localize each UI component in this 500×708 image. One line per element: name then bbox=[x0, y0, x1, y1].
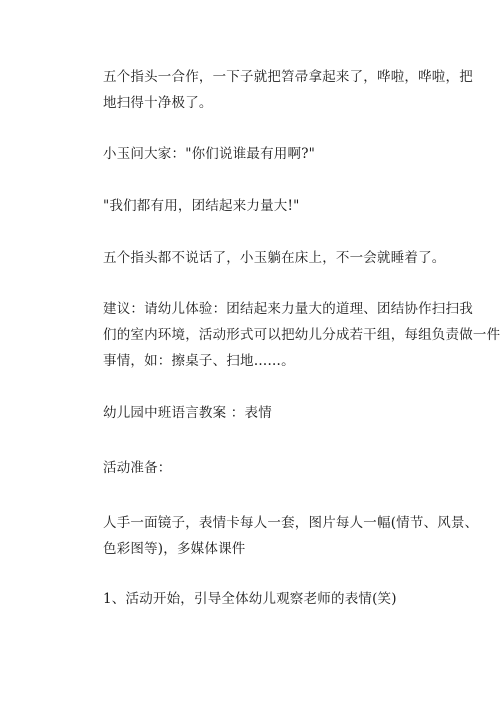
paragraph-line: "我们都有用，团结起来力量大!" bbox=[103, 198, 300, 214]
paragraph-line: 活动准备： bbox=[103, 460, 172, 476]
paragraph-line: 五个指头都不说话了，小玉躺在床上，不一会就睡着了。 bbox=[103, 250, 446, 266]
paragraph-line: 建议：请幼儿体验：团结起来力量大的道理、团结协作扫扫我 bbox=[103, 301, 473, 317]
paragraph-answer bbox=[103, 193, 439, 219]
paragraph-line: 色彩图等)，多媒体课件 bbox=[103, 541, 246, 557]
paragraph-line: 幼儿园中班语言教案 ：表情 bbox=[103, 405, 272, 421]
paragraph-cooperation bbox=[103, 64, 473, 116]
section-title bbox=[103, 400, 439, 426]
section-heading-preparation bbox=[103, 455, 439, 481]
paragraph-line: 1、活动开始，引导全体幼儿观察老师的表情(笑) bbox=[103, 591, 397, 607]
paragraph-line: 事情，如：擦桌子、扫地……。 bbox=[103, 353, 295, 369]
paragraph-line: 地扫得十净极了。 bbox=[103, 95, 213, 111]
paragraph-question bbox=[103, 141, 439, 167]
paragraph-materials bbox=[103, 510, 479, 562]
paragraph-step-one bbox=[103, 586, 439, 612]
paragraph-line: 五个指头一合作，一下子就把笤帚拿起来了，哗啦，哗啦，把 bbox=[103, 69, 473, 85]
paragraph-suggestion bbox=[103, 296, 500, 374]
paragraph-line: 人手一面镜子，表情卡每人一套，图片每人一幅(情节、风景、 bbox=[103, 515, 479, 531]
paragraph-sleep bbox=[103, 245, 446, 271]
paragraph-line: 们的室内环境，活动形式可以把幼儿分成若干组，每组负责做一件 bbox=[103, 327, 500, 343]
paragraph-line: 小玉问大家："你们说谁最有用啊?" bbox=[103, 146, 316, 162]
